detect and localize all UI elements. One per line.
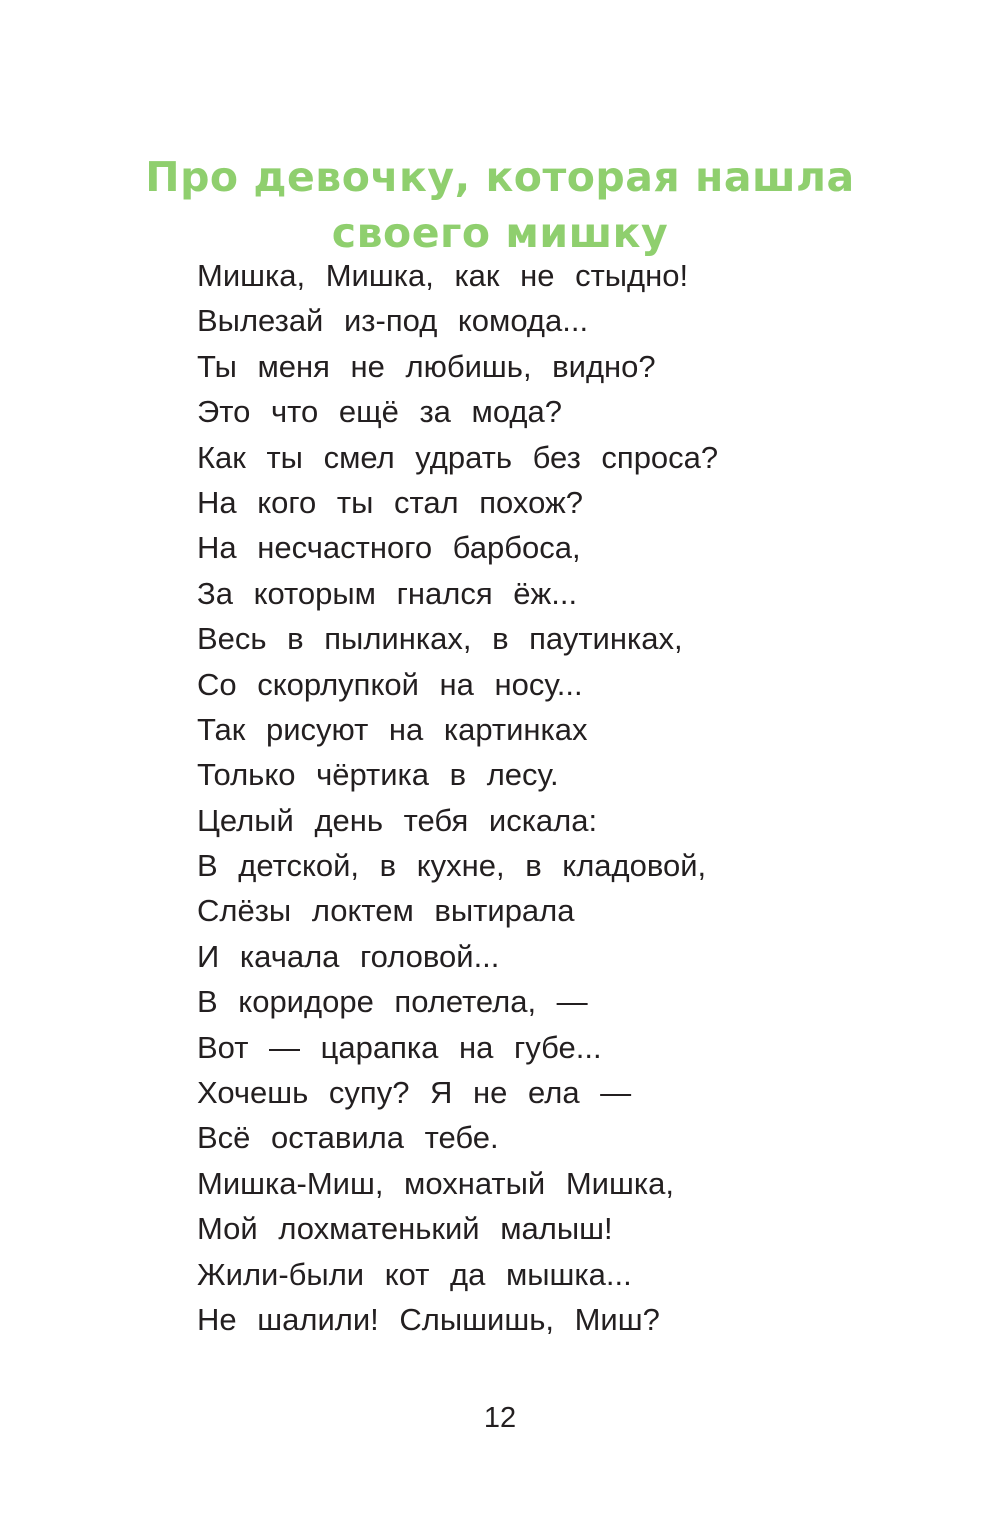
poem-line: На кого ты стал похож? [197, 484, 583, 520]
poem-line: Только чёртика в лесу. [197, 757, 559, 793]
poem-line: На несчастного барбоса, [197, 530, 581, 566]
poem-text [197, 253, 957, 1342]
poem-line: Это что ещё за мода? [197, 394, 562, 430]
poem-line: Мишка, Мишка, как не стыдно! [197, 258, 689, 293]
poem-line: В коридоре полетела, — [197, 984, 588, 1020]
poem-line: Целый день тебя искала: [197, 802, 598, 838]
poem-line: Жили-были кот да мышка... [197, 1256, 632, 1292]
poem-line: Мишка-Миш, мохнатый Мишка, [197, 1165, 674, 1201]
poem-line: И качала головой... [197, 938, 500, 974]
poem-line: За которым гнался ёж... [197, 575, 578, 611]
poem-line: Вот — царапка на губе... [197, 1029, 602, 1065]
poem-title [0, 149, 1000, 261]
poem-line: Всё оставила тебе. [197, 1120, 499, 1156]
poem-line: Не шалили! Слышишь, Миш? [197, 1301, 660, 1337]
page-number: 12 [483, 1402, 517, 1434]
poem-line: Как ты смел удрать без спроса? [197, 439, 719, 475]
poem-title-line-2: своего мишку [331, 209, 669, 258]
poem-line: Вылезай из-под комода... [197, 303, 589, 339]
poem-line: Ты меня не любишь, видно? [197, 348, 656, 384]
poem-line: В детской, в кухне, в кладовой, [197, 848, 707, 884]
poem-line: Мой лохматенький малыш! [197, 1211, 613, 1247]
poem-title-line-1: Про девочку, которая нашла [145, 153, 855, 202]
poem-line: Весь в пылинках, в паутинках, [197, 621, 683, 657]
poem-line: Слёзы локтем вытирала [197, 893, 575, 929]
poem-line: Хочешь супу? Я не ела — [197, 1075, 632, 1111]
poem-line: Так рисуют на картинках [197, 711, 588, 747]
poem-line: Со скорлупкой на носу... [197, 666, 583, 702]
